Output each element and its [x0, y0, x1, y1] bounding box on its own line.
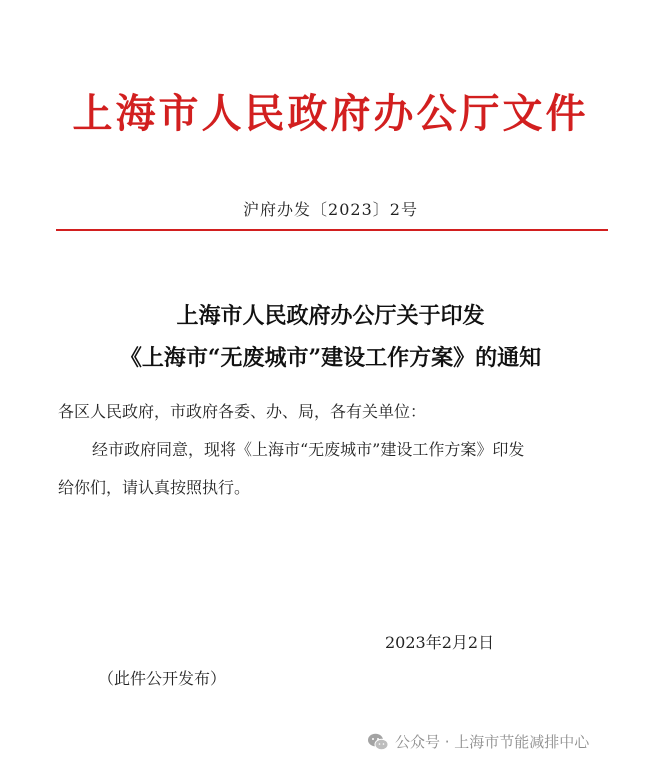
body-text-line-1: 经市政府同意，现将《上海市“无废城市”建设工作方案》印发 [92, 440, 525, 459]
issue-date: 2023年2月2日 [385, 633, 495, 652]
masthead-title: 上海市人民政府办公厅文件 [72, 90, 589, 137]
wechat-icon [367, 732, 389, 752]
notice-title-line-1: 上海市人民政府办公厅关于印发 [176, 303, 485, 329]
red-divider-line [56, 229, 608, 231]
body-text-line-2: 给你们，请认真按照执行。 [58, 478, 251, 497]
watermark-text: 公众号 · 上海市节能减排中心 [395, 733, 590, 751]
notice-title-line-2: 《上海市“无废城市”建设工作方案》的通知 [119, 345, 542, 371]
publication-note: （此件公开发布） [98, 669, 227, 688]
document-number: 沪府办发〔2023〕2号 [243, 200, 418, 219]
addressee: 各区人民政府，市政府各委、办、局，各有关单位： [58, 402, 427, 421]
watermark [367, 731, 589, 752]
